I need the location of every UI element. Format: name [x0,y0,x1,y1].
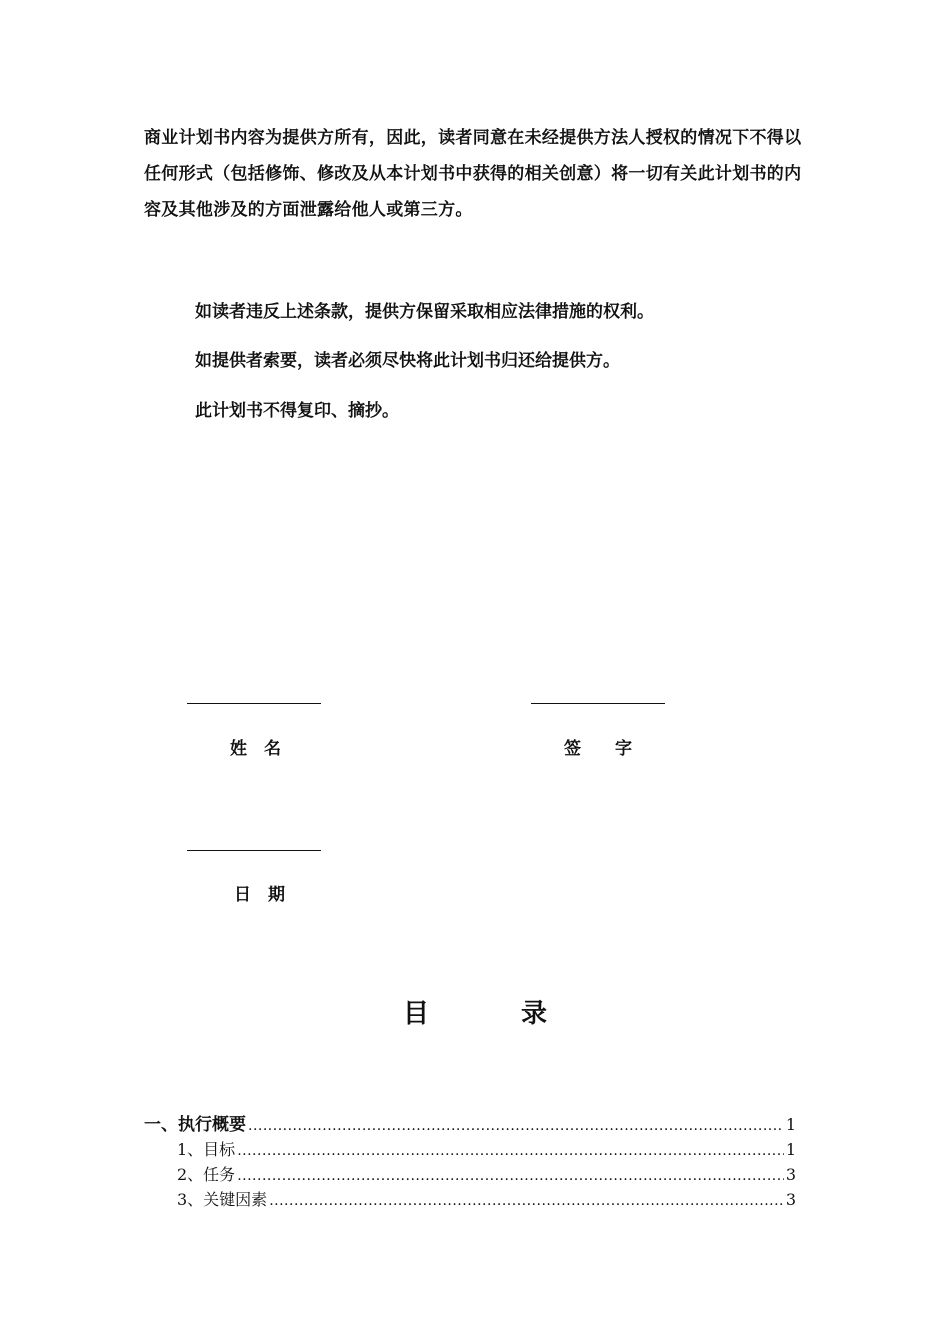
table-of-contents [144,1112,796,1212]
toc-entry-label: 2、任务 [177,1165,236,1184]
toc-leader-dots [237,1139,784,1164]
name-label: 姓 名 [230,739,281,759]
date-label: 日 期 [234,885,285,905]
copy-clause: 此计划书不得复印、摘抄。 [195,401,399,421]
return-clause: 如提供者索要，读者必须尽快将此计划书归还给提供方。 [195,351,620,371]
toc-leader-dots [248,1114,784,1139]
toc-entry[interactable] [144,1162,796,1187]
toc-leader-dots [237,1164,784,1189]
toc-page-number: 3 [785,1190,796,1209]
toc-entry[interactable] [144,1112,796,1137]
toc-page-number: 1 [785,1115,796,1134]
confidentiality-statement: 商业计划书内容为提供方所有，因此，读者同意在未经提供方法人授权的情况下不得以任何形式（包括修饰、修改及从本计划书中获得的相关创意）将一切有关此计划书的内容及其他涉及的方面泄露给他人或第三方。 [144,128,802,220]
toc-entry[interactable] [144,1187,796,1212]
toc-entry-label: 一、执行概要 [144,1115,246,1135]
toc-page-number: 1 [785,1140,796,1159]
legal-clause: 如读者违反上述条款，提供方保留采取相应法律措施的权利。 [195,302,654,322]
toc-leader-dots [269,1189,784,1214]
toc-title: 目录 [402,999,639,1029]
toc-entry-label: 1、目标 [177,1140,236,1159]
date-line [187,850,321,851]
toc-page-number: 3 [785,1165,796,1184]
signature-line [531,703,665,704]
name-line [187,703,321,704]
toc-entry-label: 3、关键因素 [177,1190,268,1209]
toc-entry[interactable] [144,1137,796,1162]
signature-label: 签 字 [564,739,632,759]
